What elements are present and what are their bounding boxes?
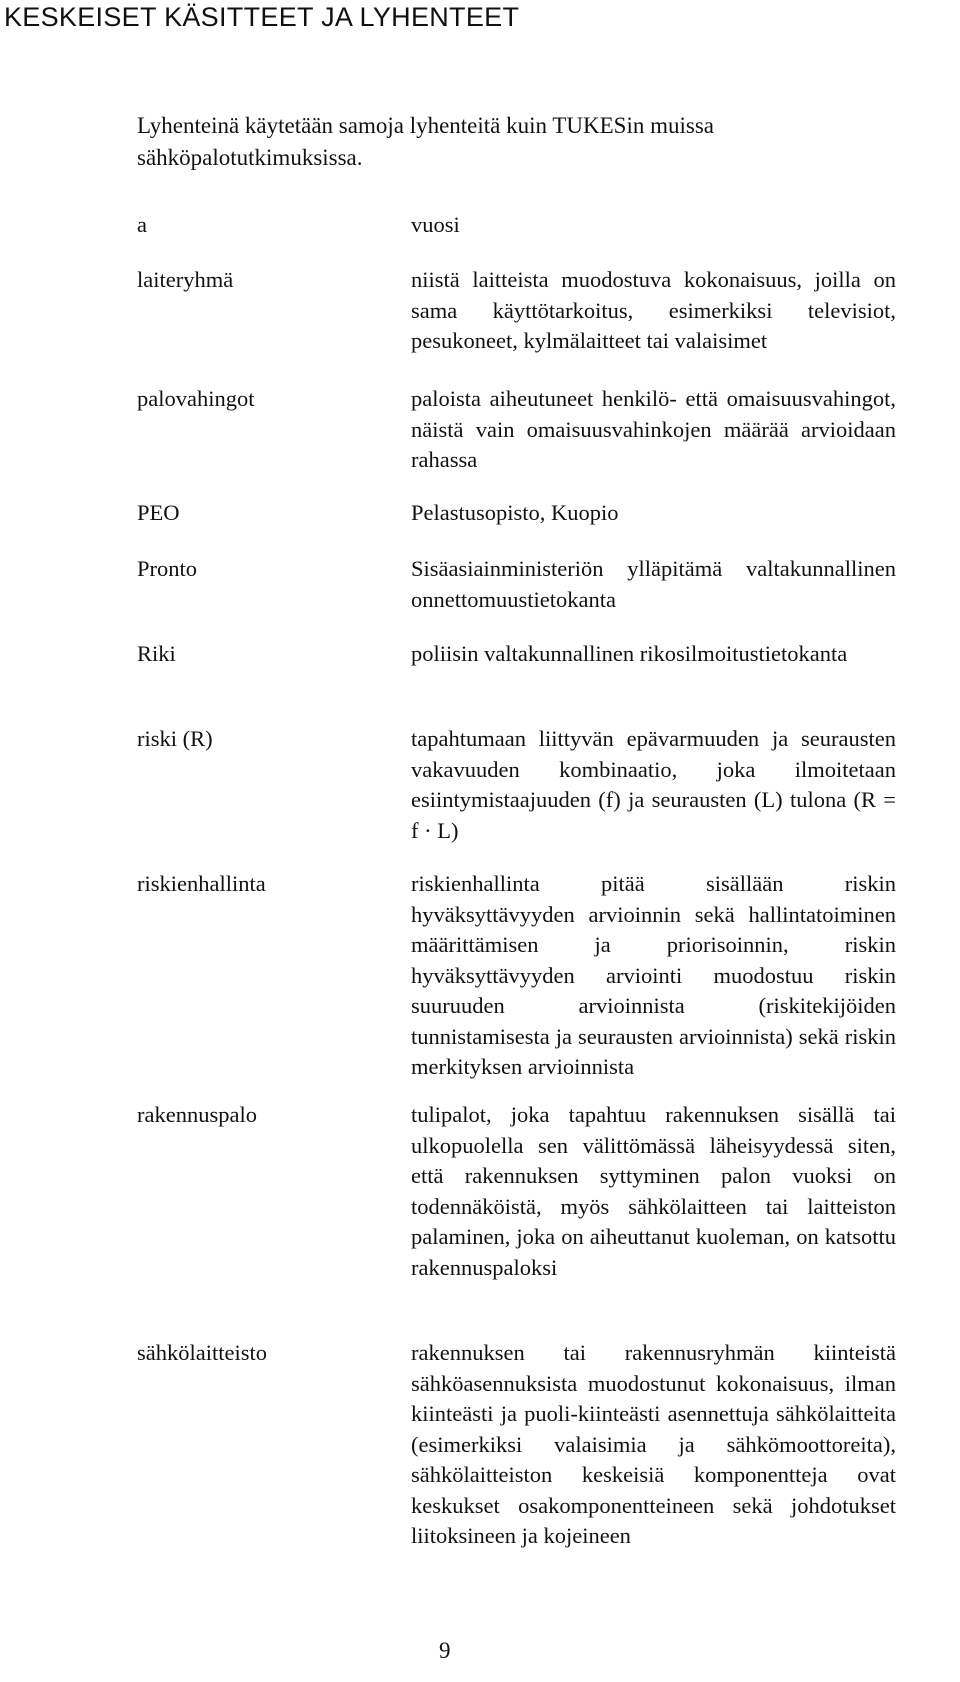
glossary-term: Pronto xyxy=(137,556,198,581)
glossary-definition: Pelastusopisto, Kuopio xyxy=(411,500,619,525)
glossary-definition: paloista aiheutuneet henkilö- että omaisuusvahingot, näistä vain omaisuusvahinkojen määrää arvioidaan rahassa xyxy=(411,386,896,472)
glossary-definition: vuosi xyxy=(411,212,460,237)
glossary-definition: Sisäasiainministeriön ylläpitämä valtakunnallinen onnettomuustietokanta xyxy=(411,556,896,612)
glossary-definition: niistä laitteista muodostuva kokonaisuus, joilla on sama käyttötarkoitus, esimerkiksi televisiot, pesukoneet, kylmälaitteet tai valaisimet xyxy=(411,267,896,353)
intro-paragraph: Lyhenteinä käytetään samoja lyhenteitä kuin TUKESin muissa sähköpalotutkimuksissa. xyxy=(137,113,714,170)
glossary-definition: poliisin valtakunnallinen rikosilmoitustietokanta xyxy=(411,641,848,666)
glossary-term: riskienhallinta xyxy=(137,871,266,896)
glossary-term: riski (R) xyxy=(137,726,213,751)
glossary-term: laiteryhmä xyxy=(137,267,234,292)
glossary-term: a xyxy=(137,212,147,237)
page-number: 9 xyxy=(439,1638,451,1663)
glossary-term: PEO xyxy=(137,500,180,525)
glossary-definition: rakennuksen tai rakennusryhmän kiinteistä sähköasennuksista muodostunut kokonaisuus, ilman kiinteästi ja puoli-kiinteästi asennettuja sähkölaitteita (esimerkiksi valaisimia ja sähkömoottoreita), sähkölaitteiston keskeisiä komponentteja ovat keskukset osakomponentteineen sekä johdotukset liitoksineen ja kojeineen xyxy=(411,1340,896,1548)
glossary-term: palovahingot xyxy=(137,386,255,411)
page-heading: KESKEISET KÄSITTEET JA LYHENTEET xyxy=(4,2,520,32)
glossary-definition: tulipalot, joka tapahtuu rakennuksen sisällä tai ulkopuolella sen välittömässä läheisyydessä siten, että rakennuksen syttyminen palon vuoksi on todennäköistä, myös sähkölaitteen tai laitteiston palaminen, joka on aiheuttanut kuoleman, on katsottu rakennuspaloksi xyxy=(411,1102,896,1280)
glossary-definition: tapahtumaan liittyvän epävarmuuden ja seurausten vakavuuden kombinaatio, joka ilmoitetaan esiintymistaajuuden (f) ja seurausten (L) tulona (R = f · L) xyxy=(411,726,896,843)
glossary-term: Riki xyxy=(137,641,176,666)
glossary-term: sähkölaitteisto xyxy=(137,1340,267,1365)
glossary-term: rakennuspalo xyxy=(137,1102,257,1127)
glossary-definition: riskienhallinta pitää sisällään riskin hyväksyttävyyden arvioinnin sekä hallintatoiminen määrittämisen ja priorisoinnin, riskin hyväksyttävyyden arviointi muodostuu riskin suuruuden arvioinnista (riskitekijöiden tunnistamisesta ja seurausten arvioinnista) sekä riskin merkityksen arvioinnista xyxy=(411,871,896,1079)
